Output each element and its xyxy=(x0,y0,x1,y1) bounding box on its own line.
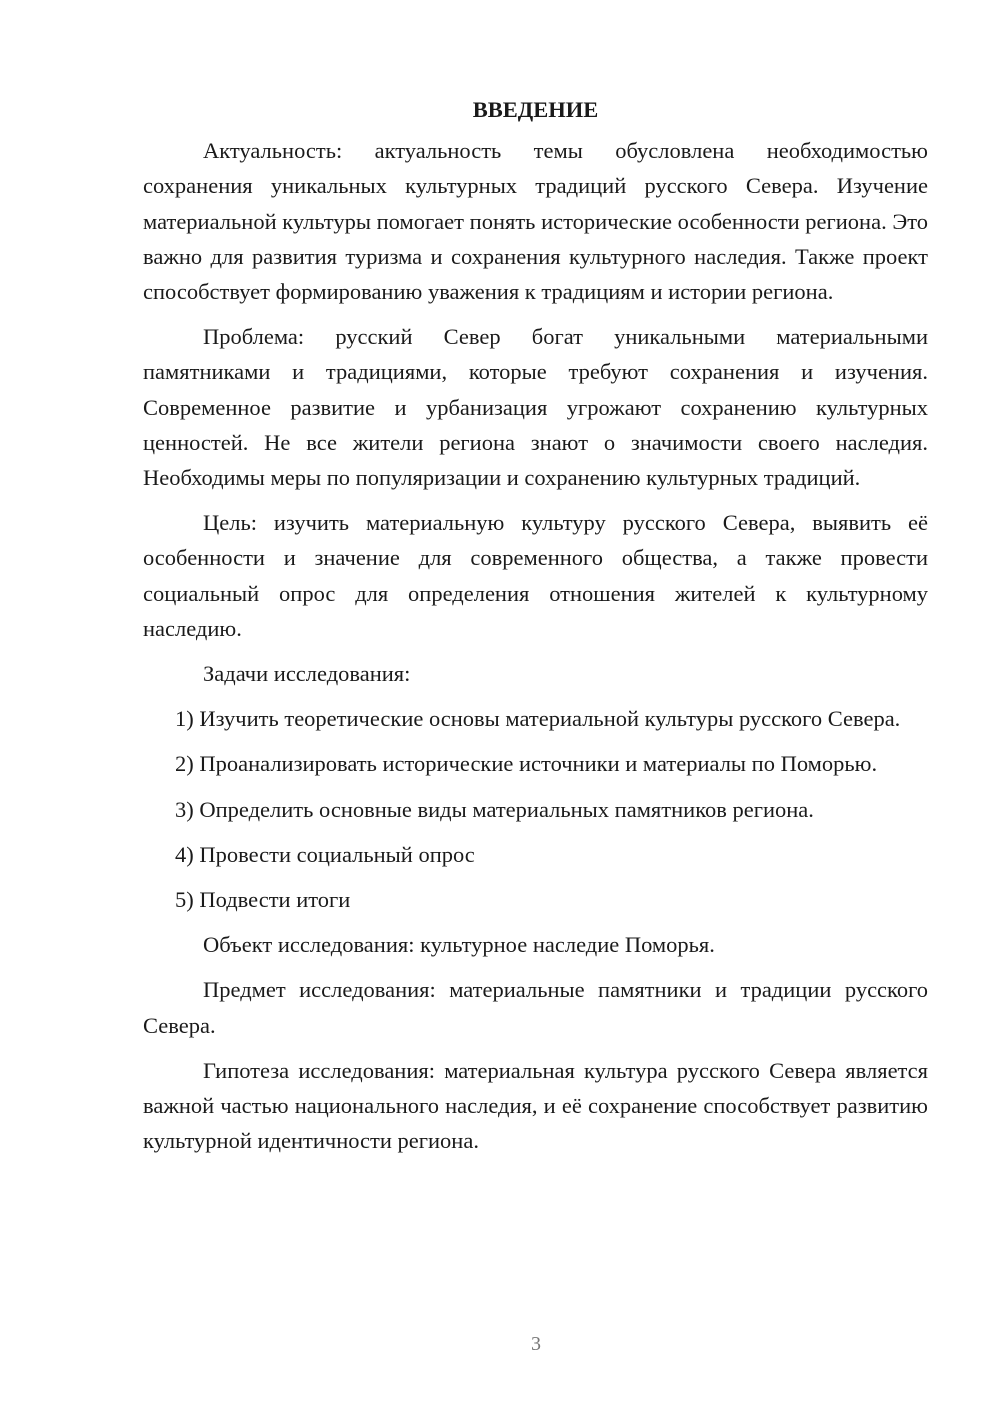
task-item: 5) Подвести итоги xyxy=(175,887,351,913)
task-item: 1) Изучить теоретические основы материальной культуры русского Севера. xyxy=(175,706,901,732)
page-title: ВВЕДЕНИЕ xyxy=(472,97,599,122)
tasks-list xyxy=(143,701,928,917)
tasks-heading: Задачи исследования: xyxy=(203,661,411,687)
problem-paragraph: Проблема: русский Север богат уникальными материальными памятниками и традициями, которые требуют сохранения и изучения. Современное развитие и урбанизация угрожают сохранению культурных ценностей. Не все жители региона знают о значимости своего наследия. Необходимы меры по популяризации и сохранению культурных традиций. xyxy=(143,324,928,491)
relevance-paragraph: Актуальность: актуальность темы обусловлена необходимостью сохранения уникальных культурных традиций русского Севера. Изучение материальной культуры помогает понять исторические особенности региона. Это важно для развития туризма и сохранения культурного наследия. Также проект способствует формированию уважения к традициям и истории региона. xyxy=(143,138,928,305)
task-item: 4) Провести социальный опрос xyxy=(175,841,475,867)
object-paragraph: Объект исследования: культурное наследие Поморья. xyxy=(203,932,715,958)
page-number: 3 xyxy=(531,1333,541,1355)
document-page xyxy=(143,92,928,1168)
hypothesis-paragraph: Гипотеза исследования: материальная культура русского Севера является важной частью национального наследия, и её сохранение способствует развитию культурной идентичности региона. xyxy=(143,1057,928,1154)
task-item: 3) Определить основные виды материальных памятников региона. xyxy=(175,796,814,822)
subject-paragraph: Предмет исследования: материальные памятники и традиции русского Севера. xyxy=(143,977,928,1038)
task-item: 2) Проанализировать исторические источники и материалы по Поморью. xyxy=(175,751,878,777)
goal-paragraph: Цель: изучить материальную культуру русского Севера, выявить её особенности и значение для современного общества, а также провести социальный опрос для определения отношения жителей к культурному наследию. xyxy=(143,510,928,641)
